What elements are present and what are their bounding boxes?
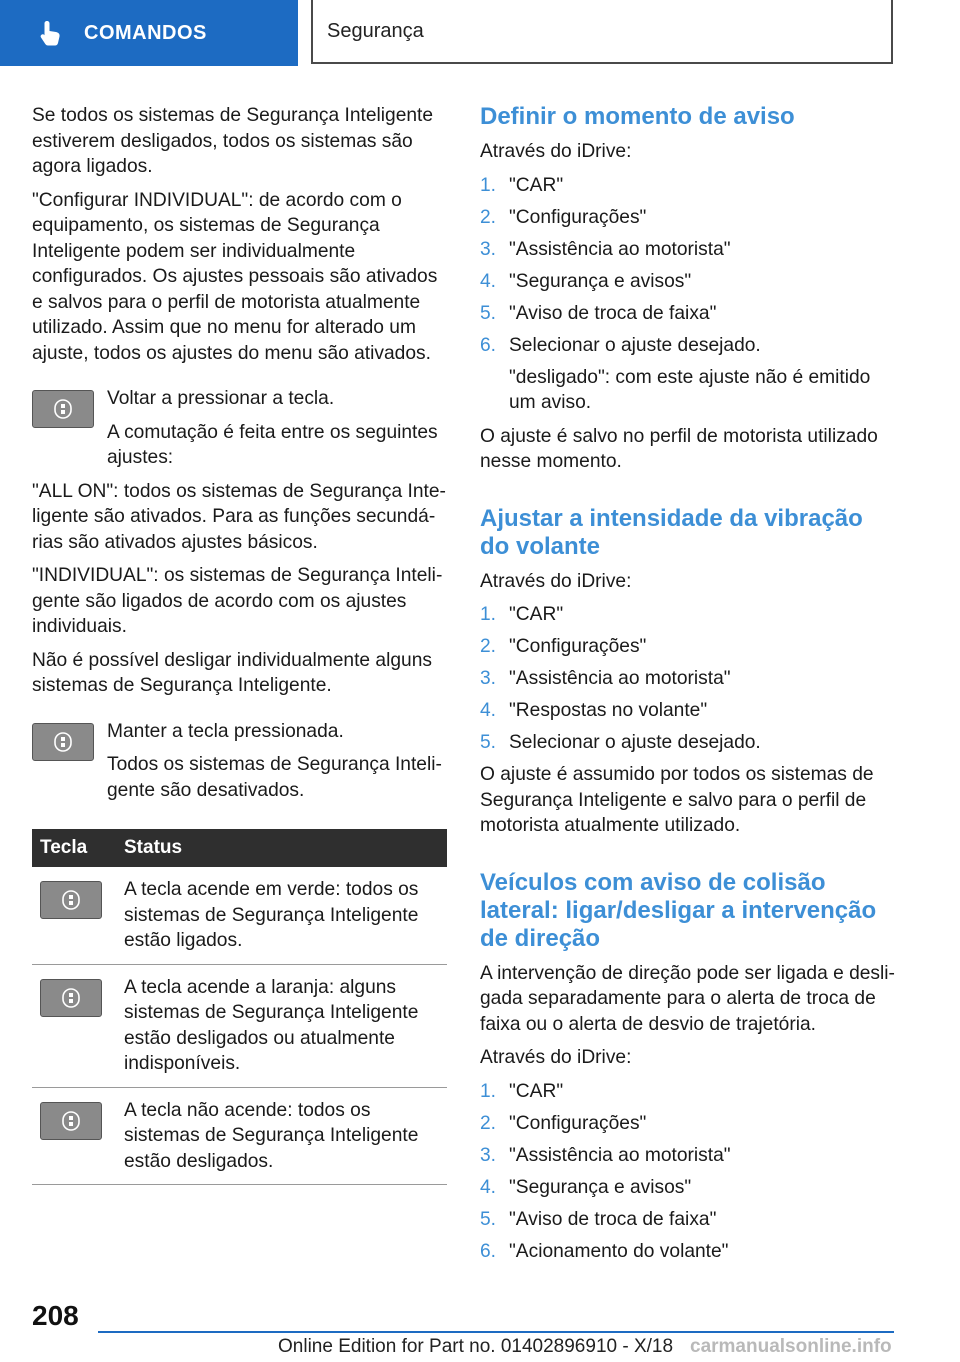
key-instruction xyxy=(32,386,447,471)
page-footer xyxy=(0,1290,960,1362)
key-instruction-text: Manter a tecla pressionada. xyxy=(107,720,344,742)
safety-key-icon xyxy=(40,881,102,919)
page-header xyxy=(0,0,960,66)
step-text: "Respostas no volante" xyxy=(509,700,708,721)
key-instruction xyxy=(32,719,447,804)
step-text: "Configurações" xyxy=(509,1112,647,1134)
step-number: 6. xyxy=(480,1240,497,1262)
step-number: 4. xyxy=(480,1176,497,1198)
list-item xyxy=(480,333,895,359)
step-text: "CAR" xyxy=(509,1080,564,1102)
table-row xyxy=(32,1087,447,1185)
paragraph: Através do iDrive: xyxy=(480,570,632,592)
page-number: 208 xyxy=(32,1300,79,1331)
step-text: "Assistência ao motorista" xyxy=(509,1144,731,1166)
step-text: "Configurações" xyxy=(509,206,647,228)
paragraph: Se todos os sistemas de Segurança Inteligente estiverem desligados, todos os sistemas são agora ligados. xyxy=(32,105,434,177)
step-list xyxy=(480,173,895,359)
list-item xyxy=(480,237,895,263)
list-item xyxy=(480,173,895,199)
step-text: "Assistência ao motorista" xyxy=(509,668,731,689)
status-cell: A tecla acende a laranja: alguns sistemas de Segurança Inteligente estão desligados ou atualmente indisponíveis. xyxy=(116,964,447,1087)
step-text: "CAR" xyxy=(509,604,564,625)
step-number: 3. xyxy=(480,1144,497,1166)
list-item xyxy=(480,634,895,660)
step-number: 2. xyxy=(480,1112,497,1134)
paragraph: A intervenção de direção pode ser ligada e desligada separadamente para o alerta de troca de faixa ou o alerta de desvio de trajetória. xyxy=(480,962,895,1035)
paragraph: Através do iDrive: xyxy=(480,1047,632,1068)
list-item xyxy=(480,1143,895,1169)
list-item xyxy=(480,1079,895,1105)
step-text: "Acionamento do volante" xyxy=(509,1240,729,1262)
list-item xyxy=(480,1175,895,1201)
list-item xyxy=(480,301,895,327)
step-subtext: "desligado": com este ajuste não é emitido um aviso. xyxy=(509,366,871,413)
table-header-key: Tecla xyxy=(32,829,116,867)
table-header-status: Status xyxy=(116,829,447,867)
step-number: 6. xyxy=(480,334,497,356)
paragraph: O ajuste é assumido por todos os sistemas de Segurança Inteligente e salvo para o perfil de motorista atualmente utilizado. xyxy=(480,764,874,836)
chapter-label: COMANDOS xyxy=(84,21,207,44)
step-text: "Configurações" xyxy=(509,636,647,657)
section-title-text: Segurança xyxy=(327,19,424,42)
step-text: "Assistência ao motorista" xyxy=(509,238,731,260)
step-text: "Aviso de troca de faixa" xyxy=(509,302,717,324)
step-number: 3. xyxy=(480,238,497,260)
safety-key-icon xyxy=(32,723,94,761)
list-item xyxy=(480,602,895,628)
step-text: Selecionar o ajuste desejado. xyxy=(509,334,761,356)
edition-text: Online Edition for Part no. 01402896910 - X/18 xyxy=(278,1336,674,1357)
key-instruction-text: Voltar a pressionar a tecla. xyxy=(107,388,335,409)
list-item xyxy=(480,698,895,724)
paragraph: Através do iDrive: xyxy=(480,141,632,162)
table-row xyxy=(32,964,447,1087)
hand-pointer-icon xyxy=(36,18,66,48)
step-text: "Segurança e avisos" xyxy=(509,270,692,292)
status-cell: A tecla não acende: todos os sistemas de Segurança Inteligente estão desligados. xyxy=(116,1087,447,1185)
list-item xyxy=(480,205,895,231)
section-title xyxy=(311,0,893,64)
paragraph: "INDIVIDUAL": os sistemas de Segurança Inteligente são ligados de acordo com os ajustes individuais. xyxy=(32,565,443,637)
list-item xyxy=(480,1111,895,1137)
step-list xyxy=(480,602,895,756)
list-item xyxy=(480,269,895,295)
key-instruction-text: Todos os sistemas de Segurança Inteligente são desativados. xyxy=(107,754,442,801)
section-heading: Veículos com aviso de colisão lateral: ligar/desligar a intervenção de direção xyxy=(480,868,877,952)
step-number: 5. xyxy=(480,732,497,753)
step-number: 3. xyxy=(480,668,497,689)
step-list xyxy=(480,1079,895,1265)
step-text: "CAR" xyxy=(509,174,564,196)
safety-key-icon xyxy=(32,390,94,428)
paragraph: O ajuste é salvo no perfil de motorista utilizado nesse momento. xyxy=(480,425,878,472)
footer-rule xyxy=(98,1331,894,1333)
step-number: 4. xyxy=(480,270,497,292)
step-number: 2. xyxy=(480,206,497,228)
step-text: "Aviso de troca de faixa" xyxy=(509,1208,717,1230)
list-item xyxy=(480,730,895,756)
paragraph: Não é possível desligar individualmente alguns sistemas de Segurança Inteligente. xyxy=(32,649,432,696)
step-number: 1. xyxy=(480,174,497,196)
status-cell: A tecla acende em verde: todos os sistemas de Segurança Inteligente estão ligados. xyxy=(116,867,447,964)
key-instruction-text: A comutação é feita entre os seguintes ajustes: xyxy=(107,421,438,468)
step-number: 5. xyxy=(480,1208,497,1230)
left-column xyxy=(32,103,447,1185)
section-heading: Ajustar a intensidade da vibração do volante xyxy=(480,504,863,560)
list-item xyxy=(480,666,895,692)
step-text: Selecionar o ajuste desejado. xyxy=(509,732,761,753)
step-number: 2. xyxy=(480,636,497,657)
list-item xyxy=(480,1207,895,1233)
watermark: carmanualsonline.info xyxy=(690,1336,892,1357)
step-text: "Segurança e avisos" xyxy=(509,1176,692,1198)
section-heading: Definir o momento de aviso xyxy=(480,103,795,130)
step-number: 1. xyxy=(480,604,497,625)
paragraph: "Configurar INDIVIDUAL": de acordo com o equipamento, os sistemas de Segurança Inteligente podem ser individualmente configurados. Os ajustes pessoais são ativados e salvos para o perfil de motorista atualmente utilizado. Assim que no menu for alterado um ajuste, todos os ajustes do menu são ativados. xyxy=(32,189,438,364)
status-table xyxy=(32,829,447,1185)
right-column xyxy=(480,103,895,1271)
step-number: 4. xyxy=(480,700,497,721)
table-row xyxy=(32,867,447,964)
safety-key-icon xyxy=(40,1102,102,1140)
safety-key-icon xyxy=(40,979,102,1017)
step-number: 1. xyxy=(480,1080,497,1102)
chapter-tab xyxy=(0,0,298,66)
paragraph: "ALL ON": todos os sistemas de Segurança Inteligente são ativados. Para as funções secundárias são ativados ajustes básicos. xyxy=(32,480,446,553)
step-number: 5. xyxy=(480,302,497,324)
list-item xyxy=(480,1239,895,1265)
